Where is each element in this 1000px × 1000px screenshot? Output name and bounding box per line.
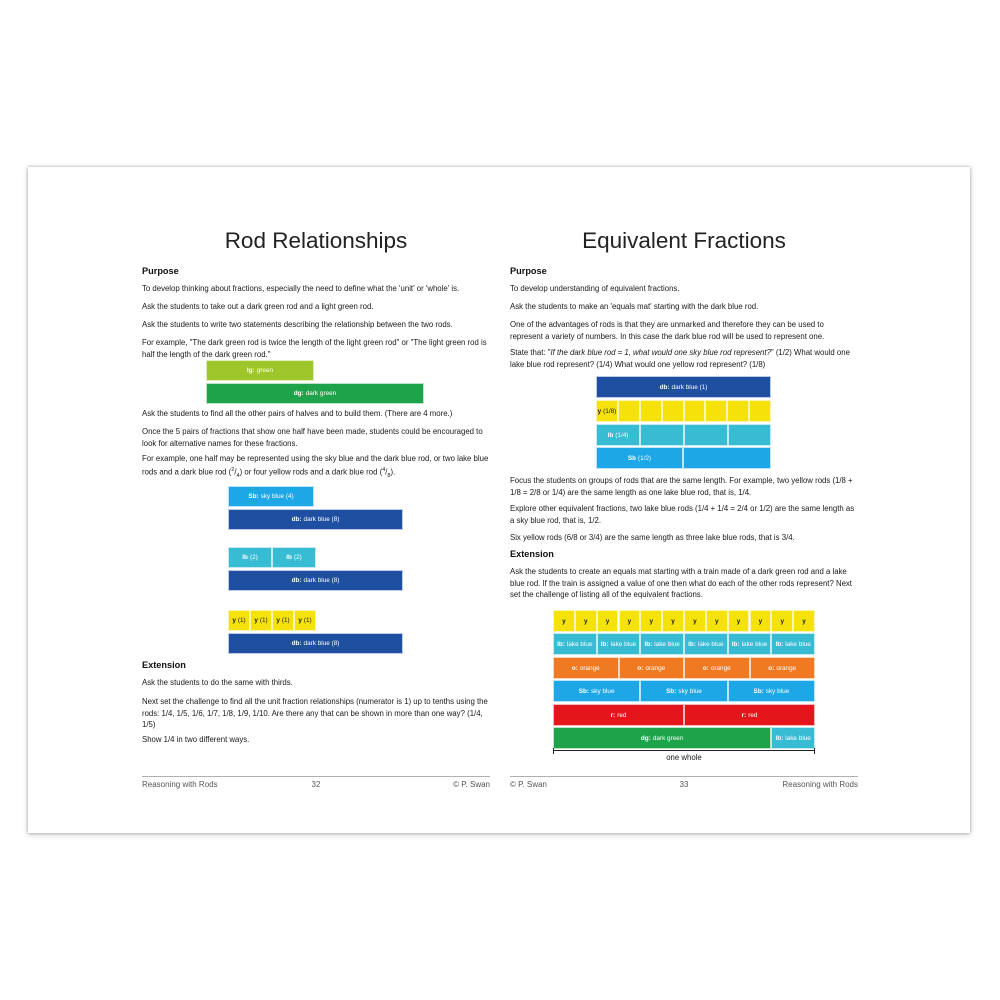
book-spread: [28, 167, 970, 833]
rod-lake-blue: [728, 424, 771, 446]
rod-sky-blue: Sb: sky blue: [640, 680, 727, 702]
rod-red: r: red: [684, 704, 815, 726]
rod-name: (1): [281, 617, 290, 624]
paragraph: Ask the students to write two statements describing the relationship between the two rods.: [142, 320, 453, 329]
rod-yellow: [662, 400, 684, 422]
rod-yellow: [250, 610, 272, 631]
paragraph: Ask the students to do the same with thirds.: [142, 678, 293, 687]
rod-lake-blue: lb: lake blue: [728, 633, 772, 655]
rod-orange: o: orange: [750, 657, 816, 679]
rod-yellow: y: [793, 610, 815, 632]
rod-yellow: y: [684, 610, 706, 632]
rod-lake-blue: lb: lake blue: [771, 633, 815, 655]
rod-abbr: Sb:: [248, 493, 259, 500]
rod-abbr: y: [276, 617, 280, 624]
paragraph: To develop understanding of equivalent fractions.: [510, 284, 680, 293]
rod-dark-blue: db: dark blue (1): [596, 376, 771, 398]
rod-yellow: [727, 400, 749, 422]
rod-abbr: db:: [291, 640, 302, 647]
footer-copyright: © P. Swan: [510, 780, 547, 789]
paragraph: Ask the students to take out a dark green rod and a light green rod.: [142, 302, 374, 311]
page-title: Equivalent Fractions: [582, 228, 786, 253]
page-footer: [510, 776, 858, 789]
footer-copyright: © P. Swan: [453, 780, 490, 789]
rod-name: sky blue (4): [260, 493, 294, 500]
rod-abbr: lb: [286, 554, 292, 561]
paragraph: One of the advantages of rods is that they are unmarked and therefore they can be used to represent a variety of numbers. In this case the dark blue rod will be used to represent one.: [510, 320, 825, 341]
rod-lake-blue: lb: lake blue: [597, 633, 641, 655]
rod-yellow: y: [750, 610, 772, 632]
page-footer: [142, 776, 490, 789]
one-whole-bracket: [553, 750, 815, 751]
rod-yellow: [684, 400, 706, 422]
rod-dark-blue: [228, 570, 403, 591]
rod-lake-blue: [272, 547, 316, 568]
rod-lake-blue: [228, 547, 272, 568]
rod-dark-blue: [228, 509, 403, 530]
paragraph: Once the 5 pairs of fractions that show one half have been made, students could be encouraged to look for alternative names for these fractions.: [142, 427, 483, 448]
rod-lake-blue: lb: lake blue: [553, 633, 597, 655]
paragraph: Next set the challenge to find all the unit fraction relationships (numerator is 1) up to tenths using the rods: 1/4, 1/5, 1/6, 1/7, 1/8, 1/9, 1/10. Are there any that can be shown in more than one way? (1/4, 1/5): [142, 697, 488, 730]
rod-orange: o: orange: [619, 657, 685, 679]
rod-yellow: y: [575, 610, 597, 632]
rod-yellow: y (1/8): [596, 400, 618, 422]
paragraph: Ask the students to find all the other pairs of halves and to build them. (There are 4 more.): [142, 409, 453, 418]
rod-name: dark blue (8): [303, 640, 340, 647]
rod-lake-blue: lb (1/4): [596, 424, 640, 446]
rod-yellow: y: [771, 610, 793, 632]
rod-sky-blue: [228, 486, 314, 507]
paragraph: State that: "If the dark blue rod = 1, what would one sky blue rod represent?" (1/2) What would one lake blue rod represent? (1/4) What would one yellow rod represent? (1/8): [510, 348, 850, 369]
page-title: Rod Relationships: [224, 228, 408, 253]
page-number: 33: [679, 780, 689, 789]
paragraph: Explore other equivalent fractions, two lake blue rods (1/4 + 1/4 = 2/4 or 1/2) are the same length as a sky blue rod, that is, 1/2.: [510, 504, 855, 525]
rod-abbr: lg:: [246, 367, 255, 374]
paragraph: Show 1/4 in two different ways.: [142, 735, 250, 744]
rod-name: (2): [249, 554, 258, 561]
one-whole-label: one whole: [666, 753, 702, 762]
rod-yellow: [294, 610, 316, 631]
rod-abbr: y: [232, 617, 236, 624]
rod-abbr: y: [298, 617, 302, 624]
page-number: 32: [311, 780, 321, 789]
paragraph: For example, one half may be represented using the sky blue and the dark blue rod, or two lake blue rods and a dark blue rod $(^2/_4)$ or four yellow rods and a dark blue rod $(^4/_8)$.: [142, 454, 489, 479]
rod-lake-blue: lb: lake blue: [684, 633, 728, 655]
paragraph: Ask the students to create an equals mat starting with a train made of a dark green rod and a lake blue rod. If the train is assigned a value of one then what do each of the other rods represent? Next set the challenge of listing all of the equivalent fractions.: [510, 567, 852, 600]
purpose-heading: Purpose: [510, 266, 547, 276]
paragraph: Six yellow rods (6/8 or 3/4) are the same length as three lake blue rods, that is 3/4.: [510, 533, 795, 542]
rod-abbr: dg:: [293, 390, 304, 397]
rod-dark-green: [206, 383, 424, 404]
extension-heading: Extension: [142, 660, 186, 670]
rod-abbr: lb: [242, 554, 248, 561]
rod-yellow: [618, 400, 640, 422]
rod-abbr: db:: [291, 577, 302, 584]
rod-yellow: [640, 400, 662, 422]
rod-name: dark green: [305, 390, 337, 397]
rod-abbr: y: [254, 617, 258, 624]
rod-name: green: [256, 367, 274, 374]
rod-dark-blue: [228, 633, 403, 654]
paragraph: Focus the students on groups of rods that are the same length. For example, two yellow rods (1/8 + 1/8 = 2/8 or 1/4) are the same length as one lake blue rod, that is, 1/4.: [510, 476, 853, 497]
paragraph: For example, "The dark green rod is twice the length of the light green rod" or "The light green rod is half the length of the dark green rod.": [142, 338, 487, 359]
purpose-heading: Purpose: [142, 266, 179, 276]
rod-orange: o: orange: [684, 657, 750, 679]
rod-sky-blue: Sb: sky blue: [728, 680, 815, 702]
rod-name: (2): [293, 554, 302, 561]
rod-sky-blue: Sb: sky blue: [553, 680, 640, 702]
rod-name: (1): [237, 617, 246, 624]
rod-lake-blue: [640, 424, 684, 446]
rod-lake-blue: lb: lake blue: [640, 633, 684, 655]
rod-yellow: y: [597, 610, 619, 632]
rod-name: (1): [259, 617, 268, 624]
rod-sky-blue: Sb (1/2): [596, 447, 683, 469]
rod-dark-green: dg: dark green: [553, 727, 771, 749]
rod-yellow: y: [640, 610, 662, 632]
rod-yellow: y: [728, 610, 750, 632]
extension-heading: Extension: [510, 549, 554, 559]
rod-orange: o: orange: [553, 657, 619, 679]
rod-yellow: [705, 400, 727, 422]
rod-abbr: db:: [291, 516, 302, 523]
rod-yellow: [749, 400, 771, 422]
rod-yellow: y: [706, 610, 728, 632]
rod-name: dark blue (8): [303, 516, 340, 523]
rod-sky-blue: [683, 447, 771, 469]
rod-yellow: y: [662, 610, 684, 632]
rod-yellow: [228, 610, 250, 631]
rod-name: dark blue (8): [303, 577, 340, 584]
rod-yellow: y: [553, 610, 575, 632]
rod-yellow: [272, 610, 294, 631]
footer-book-title: Reasoning with Rods: [782, 780, 858, 789]
right-page: [499, 167, 970, 833]
rod-name: (1): [303, 617, 312, 624]
footer-book-title: Reasoning with Rods: [142, 780, 218, 789]
rod-lake-blue: [684, 424, 728, 446]
paragraph: Ask the students to make an 'equals mat' starting with the dark blue rod.: [510, 302, 759, 311]
rod-lake-blue: lb: lake blue: [771, 727, 815, 749]
rod-yellow: y: [619, 610, 641, 632]
rod-light-green: [206, 360, 314, 381]
paragraph: To develop thinking about fractions, especially the need to define what the 'unit' or 'whole' is.: [142, 284, 460, 293]
left-page: [28, 167, 499, 833]
rod-red: r: red: [553, 704, 684, 726]
